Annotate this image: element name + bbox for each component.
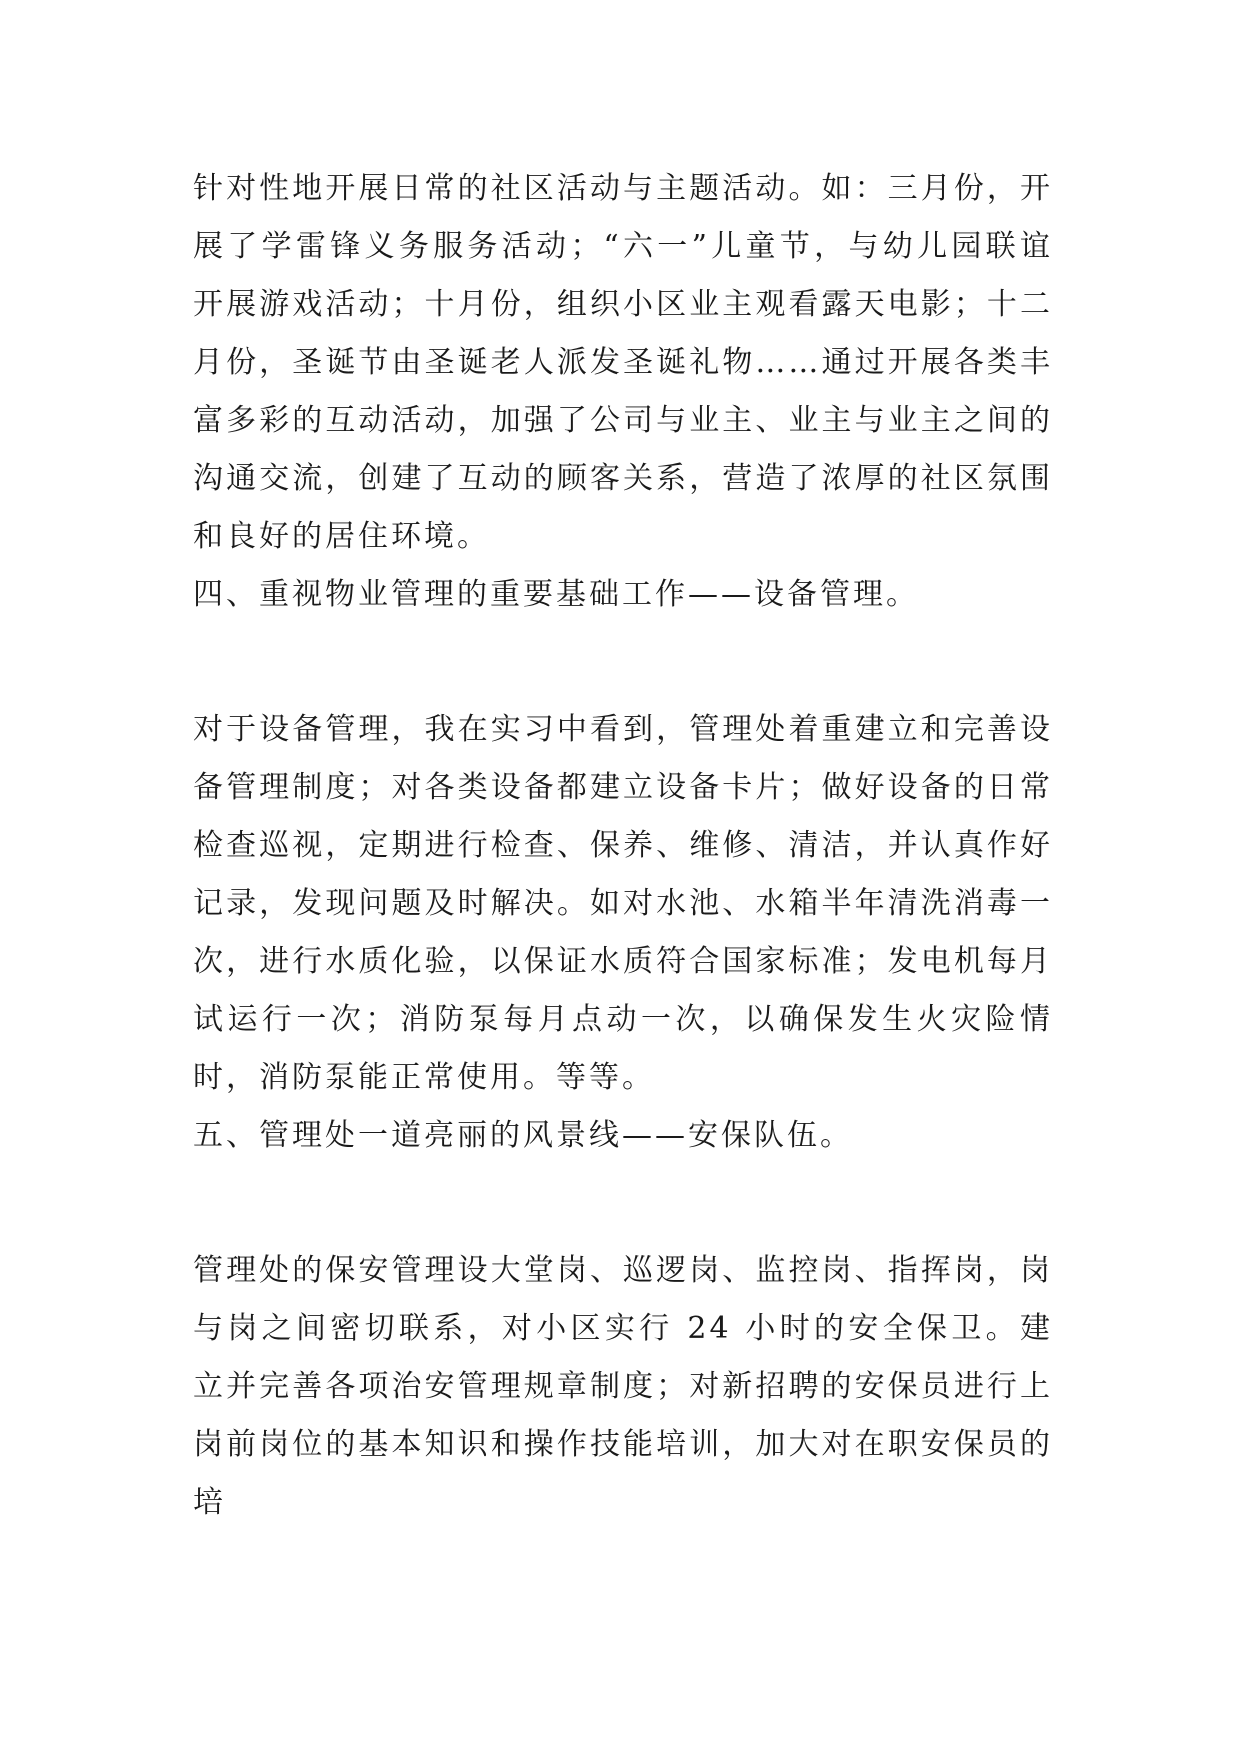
paragraph-equipment-management: 对于设备管理，我在实习中看到，管理处着重建立和完善设备管理制度；对各类设备都建立设备卡片；做好设备的日常检查巡视，定期进行检查、保养、维修、清洁，并认真作好记录，发现问题及时解决。如对水池、水箱半年清洗消毒一次，进行水质化验，以保证水质符合国家标准；发电机每月试运行一次；消防泵每月点动一次，以确保发生火灾险情时，消防泵能正常使用。等等。: [193, 712, 1053, 1095]
paragraph-community-activities: 针对性地开展日常的社区活动与主题活动。如：三月份，开展了学雷锋义务服务活动；“六一”儿童节，与幼儿园联谊开展游戏活动；十月份，组织小区业主观看露天电影；十二月份，圣诞节由圣诞老人派发圣诞礼物……通过开展各类丰富多彩的互动活动，加强了公司与业主、业主与业主之间的沟通交流，创建了互动的顾客关系，营造了浓厚的社区氛围和良好的居住环境。: [193, 171, 1053, 554]
section-heading-security-team: 五、管理处一道亮丽的风景线——安保队伍。: [193, 1118, 853, 1153]
section-heading-equipment-management: 四、重视物业管理的重要基础工作——设备管理。: [193, 577, 919, 612]
document-content: [193, 160, 1053, 1532]
paragraph-security-management: 管理处的保安管理设大堂岗、巡逻岗、监控岗、指挥岗，岗与岗之间密切联系，对小区实行 24 小时的安全保卫。建立并完善各项治安管理规章制度；对新招聘的安保员进行上岗前岗位的基本知识和操作技能培训，加大对在职安保员的培: [193, 1253, 1053, 1520]
